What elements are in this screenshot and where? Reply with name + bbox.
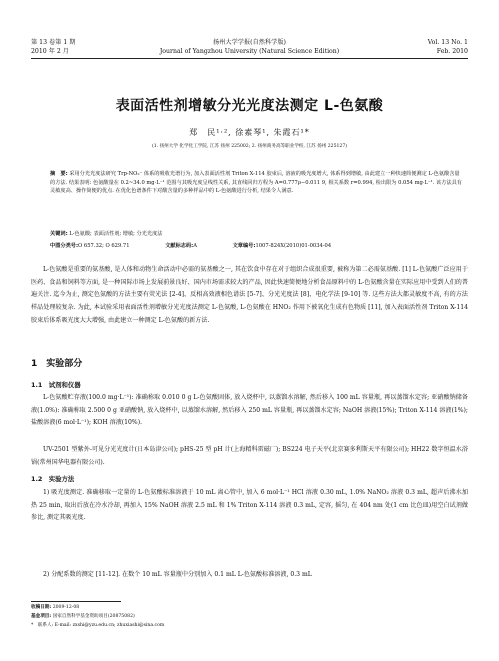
instruments-paragraph: UV-2501 型紫外-可见分光光度计(日本岛津公司); pHS-25 型 pH 计(上海精科雷磁厂); BS224 电子天平(北京赛多利斯天平有限公司); HH22 数字恒温水浴锅(常州国华电器有限公司). (31, 446, 468, 466)
affiliations: (1. 扬州大学 化学化工学院, 江苏 扬州 225002; 2. 扬州商务高等职业学校, 江苏 扬州 225127) (151, 144, 348, 149)
doc-code-label: 文献标志码: (165, 243, 194, 249)
header-volume (428, 38, 468, 56)
keywords-label: 关键词: (50, 231, 68, 237)
fund-text: 国家自然科学基金资助项目(20875082) (52, 614, 135, 619)
clc-value: O 657.32; O 629.71 (78, 243, 130, 249)
clc-group (50, 243, 130, 249)
footnote-fund (31, 613, 135, 620)
footnote-divider (31, 601, 121, 602)
reagents-paragraph: L-色氨酸贮存液(100.0 mg·L⁻¹): 准确称取 0.010 0 g L-色氨酸固体, 放入烧杯中, 以蒸馏水溶解, 然后移入 100 mL 容量瓶, 再以蒸馏水定容; 亚硝酸钠储备液(1.0%): 准确称取 2.500 0 g 亚硝酸钠, 放入烧杯中, 以蒸馏水溶解, 然后移入 250 mL 容量瓶, 再以蒸馏水定容; NaOH 溶液(15%); Triton X-114 溶液(1%); 盐酸溶液(6 mol·L⁻¹); KOH 溶液(10%). (31, 394, 468, 427)
keywords-text: L-色氨酸; 表面活性剂; 增敏; 分光光度法 (69, 231, 163, 237)
doc-code-value: A (193, 243, 197, 249)
method-paragraph: 1) 吸光度测定. 准确移取一定量的 L-色氨酸标准溶液于 10 mL 离心管中, 加入 6 mol·L⁻¹ HCl 溶液 0.30 mL, 1.0% NaNO₂ 溶液 0.3 mL, 超声后沸水加热 25 min, 取出后放在冷水冷却, 再加入 15% NaOH 溶液 2.5 mL 和 1% Triton X-114 溶液 0.3 mL, 定容, 摇匀, 在 404 nm 处(1 cm 比色皿)用空白试剂做参比, 测定其吸光度. (31, 489, 468, 522)
abstract-label: 摘 要: (50, 171, 68, 177)
article-no-group (233, 243, 332, 249)
header-divider (31, 58, 468, 59)
author-list: 郑 民¹·², 徐素琴¹, 朱霞石¹* (189, 128, 310, 137)
subsection-heading-reagents: 1.1 试剂和仪器 (31, 381, 81, 389)
footnote-received (31, 604, 79, 611)
method-paragraph-2: 2) 分配系数的测定 [11-12]. 在数个 10 mL 容量瓶中分别加入 0.1 mL L-色氨酸标准溶液, 0.3 mL (43, 571, 312, 578)
intro-paragraph: L-色氨酸是重要的氨基酸, 是人体和动物生命活动中必需的氨基酸之一, 其在饮食中存在对于组织合成很重要, 被称为第二必需氨基酸. [1] L-色氨酸广泛应用于医药、食品和饲料等方面, 是一种国际市场上发展前景良好、国内市场需求较大的产品, 因此快速简便地分析食品原料中的 L-色氨酸含量在实际应用中受到人们的普遍关注. 迄今为止, 测定色氨酸的方法主要有荧光法 [2-4]、反相高效液相色谱法 [5-7]、分光光度法 [8]、电化学法 [9-10] 等. 这些方法大都灵敏度不高, 有的方法样品处理较复杂. 为此, 本试验采用表面活性剂增敏分光光度法测定 L-色氨酸, L-色氨酸在 HNO₂ 作用下被氧化生成有色物质 [11], 加入表面活性剂 Triton X-114 胶束后体系吸光度大大增强, 由此建立一种测定 L-色氨酸的新方法. (31, 266, 468, 324)
received-date: 2009-12-08 (52, 605, 80, 610)
header-vol-no: Vol. 13 No. 1 (427, 39, 468, 46)
header-date: 2010 年 2 月 (31, 48, 69, 55)
header-volume-issue: 第 13 卷第 1 期 (31, 39, 76, 46)
contact-email: E-mail: zxshi@yzu.edu.cn; zhuxiashi@sina.com (54, 623, 165, 628)
abstract (50, 170, 462, 196)
subsection-heading-method: 1.2 实验方法 (31, 475, 75, 483)
header-journal-cn: 扬州大学学报(自然科学版) (213, 39, 286, 46)
received-label: 收稿日期: (31, 605, 52, 610)
header-month: Feb. 2010 (436, 48, 468, 55)
section-heading-experiment: 1 实验部分 (31, 359, 83, 369)
article-no-label: 文章编号: (232, 243, 256, 249)
keywords (50, 230, 462, 239)
asterisk-contact-icon: * (31, 623, 34, 628)
header-journal (0, 38, 499, 56)
abstract-text: 采用分光光度法研究 Trp-NO₂⁻ 体系的吸收光谱行为, 加入表面活性剂 Triton X-114 胶束后, 溶液的吸光度增大, 体系得到增敏, 由此建立一种快速简便测定 L-色氨酸含量的方法. 结果表明: 色氨酸量在 0.2~34.0 mg·L⁻¹ 范围与其吸光度呈线性关系, 其直线回归方程为 A=0.777ρ−0.011 9, 相关系数 r=0.994, 检出限为 0.054 mg·L⁻¹. 该方法具有灵敏度高、操作简便的优点. 在优化色谱条件下对酸含量的多种样品中的 L-色氨酸进行分析, 结果令人满意. (50, 171, 462, 195)
article-no-value: 1007-824X(2010)01-0034-04 (255, 243, 332, 249)
contact-label: 联系人 (37, 623, 52, 628)
footnote-contact: * 联系人: E-mail: zxshi@yzu.edu.cn; zhuxiashi@sina.com (31, 623, 165, 628)
fund-label: 基金项目: (31, 614, 52, 619)
clc-label: 中图分类号: (50, 243, 79, 249)
header-journal-en: Journal of Yangzhou University (Natural Science Edition) (159, 48, 340, 55)
doc-code-group (165, 243, 197, 249)
classification-line (50, 242, 462, 251)
paper-title: 表面活性剂增敏分光光度法测定 L-色氨酸 (115, 98, 384, 114)
